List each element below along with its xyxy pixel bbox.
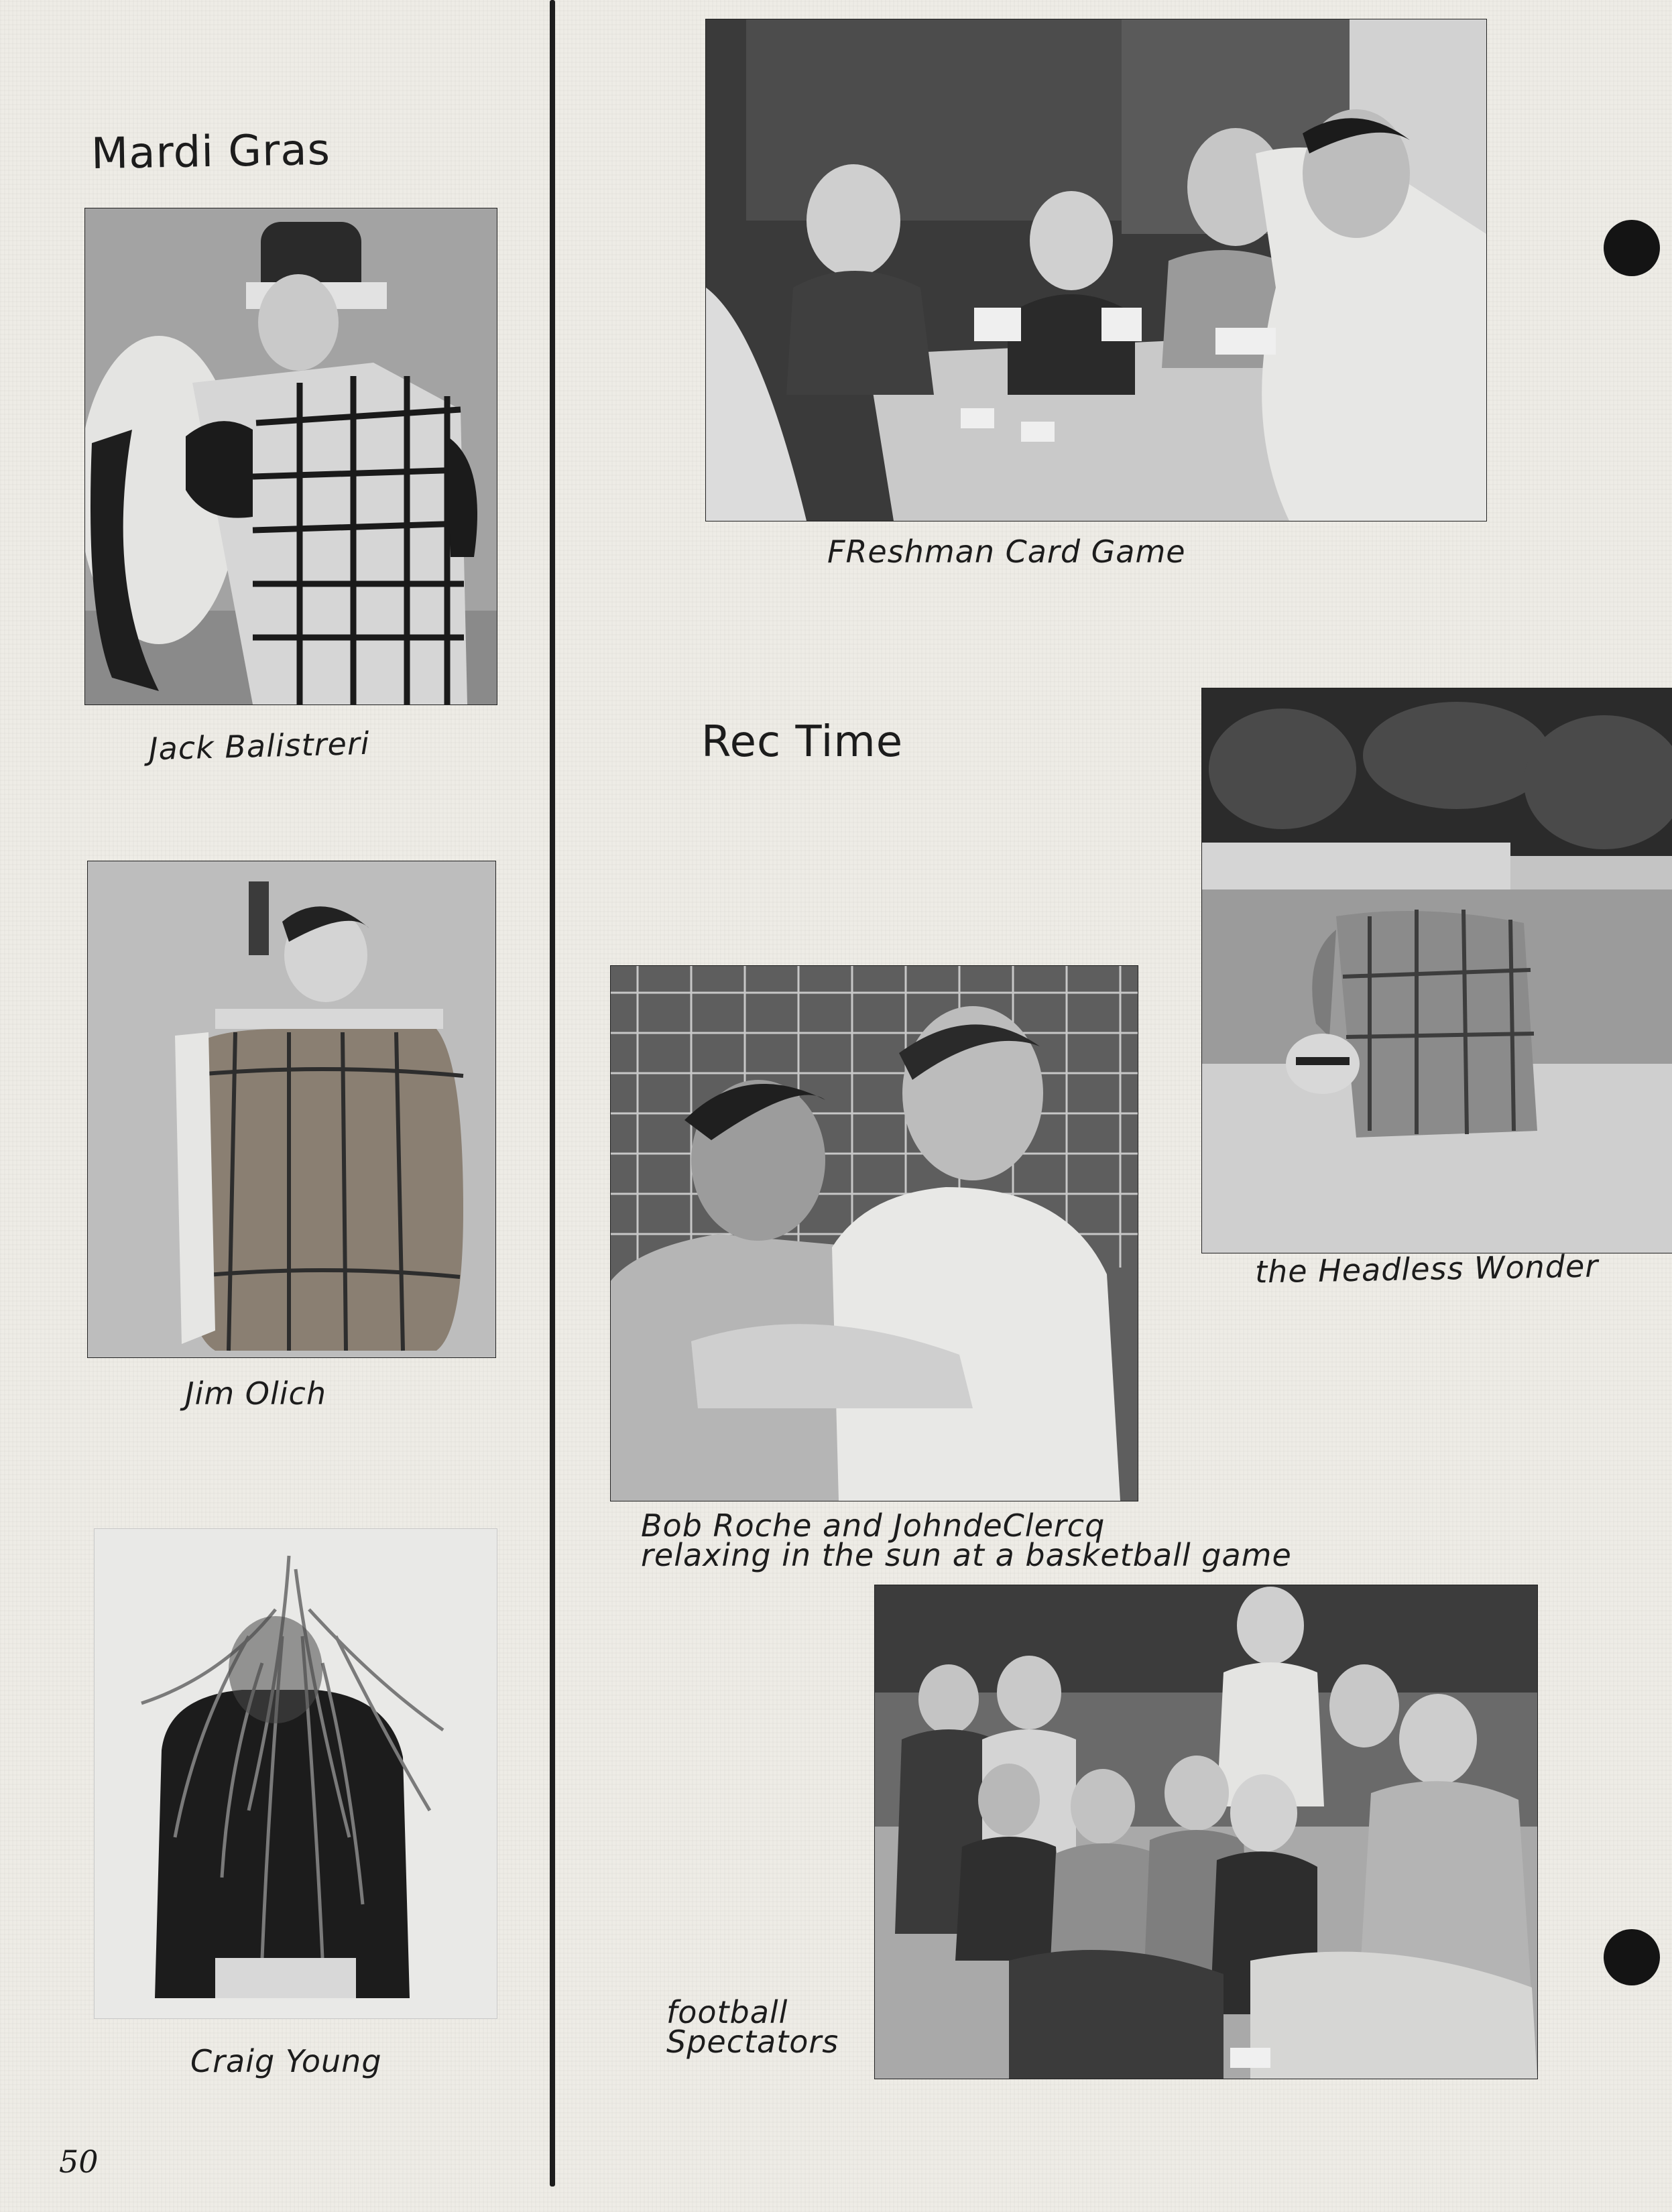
- photo-football-spectators-image: [875, 1585, 1537, 2079]
- photo-jack-balistreri[interactable]: [84, 208, 497, 705]
- caption-bob-roche-line2: relaxing in the sun at a basketball game: [641, 1537, 1292, 1573]
- caption-football-line1: football: [666, 1994, 788, 2030]
- photo-headless-wonder-image: [1202, 688, 1672, 1253]
- caption-football-spectators: [666, 1994, 868, 2060]
- caption-freshman-card-game: FReshman Card Game: [827, 534, 1186, 570]
- caption-football-line2: Spectators: [666, 2024, 839, 2060]
- caption-craig-young: Craig Young: [190, 2043, 382, 2079]
- photo-bob-roche-image: [611, 966, 1138, 1501]
- mardi-gras-title: Mardi Gras: [91, 125, 331, 180]
- caption-bob-roche: [641, 1508, 1378, 1573]
- photo-craig-young[interactable]: [94, 1528, 497, 2019]
- caption-headless-wonder: the Headless Wonder: [1254, 1247, 1599, 1290]
- photo-football-spectators[interactable]: [874, 1585, 1538, 2079]
- caption-jack-balistreri: Jack Balistreri: [148, 725, 371, 767]
- binder-hole-top: [1604, 220, 1660, 276]
- column-divider: [550, 0, 555, 2187]
- photo-jack-balistreri-image: [85, 208, 497, 704]
- page-number: 50: [59, 2144, 99, 2180]
- photo-headless-wonder[interactable]: [1201, 688, 1672, 1253]
- photo-craig-young-image: [95, 1529, 497, 2018]
- rec-time-title: Rec Time: [701, 717, 904, 767]
- binder-hole-bottom: [1604, 1929, 1660, 1985]
- caption-jim-olich: Jim Olich: [185, 1375, 326, 1412]
- photo-freshman-card-game[interactable]: [705, 19, 1487, 521]
- caption-bob-roche-line1: Bob Roche and JohndeClercq: [641, 1508, 1106, 1544]
- photo-jim-olich[interactable]: [87, 861, 496, 1358]
- photo-bob-roche-john-declercq[interactable]: [610, 965, 1138, 1501]
- photo-freshman-card-game-image: [706, 19, 1486, 521]
- photo-jim-olich-image: [88, 861, 495, 1357]
